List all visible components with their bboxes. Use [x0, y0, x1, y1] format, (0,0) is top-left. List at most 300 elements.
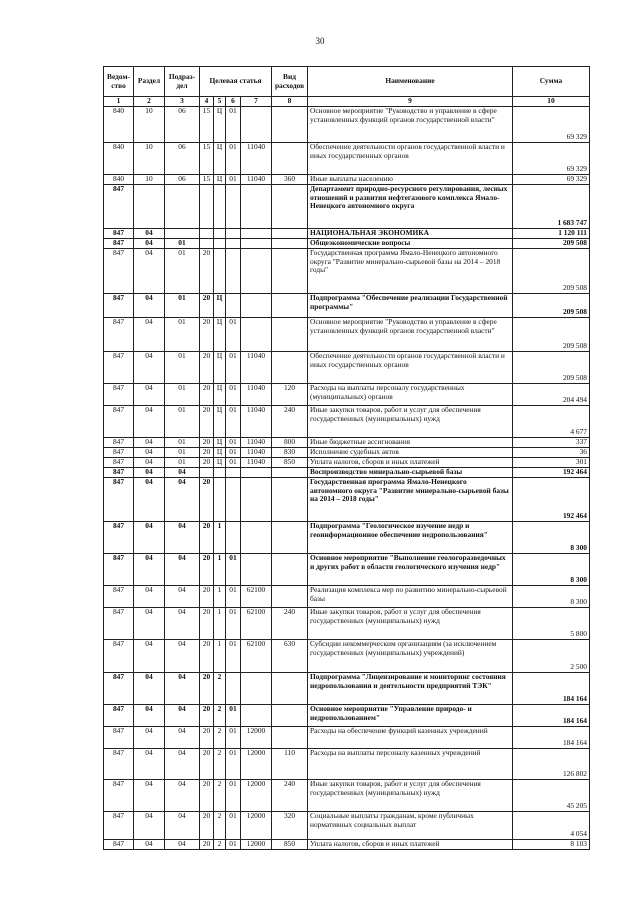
target-code-3-cell: 01: [226, 143, 241, 175]
podrazdel-cell: 01: [165, 318, 200, 352]
table-row: [104, 780, 590, 812]
target-code-3-cell: 01: [226, 175, 241, 185]
name-cell: Департамент природно-ресурсного регулирования, лесных отношений и развития нефтегазового комплекса Ямало-Ненецкого автономного округа: [308, 185, 513, 229]
expense-type-cell: [272, 229, 308, 239]
razdel-cell: 04: [134, 249, 165, 294]
column-number: 5: [214, 97, 226, 107]
vedomstvo-cell: 847: [104, 780, 134, 812]
vedomstvo-cell: 847: [104, 239, 134, 249]
amount-cell: 209 508: [513, 352, 590, 384]
expense-type-cell: [272, 468, 308, 478]
header-razdel: Раздел: [134, 67, 165, 97]
table-row: [104, 812, 590, 840]
target-code-1-cell: 20: [200, 352, 214, 384]
target-code-1-cell: 20: [200, 448, 214, 458]
table-row: [104, 458, 590, 468]
target-code-4-cell: 12000: [241, 749, 272, 780]
razdel-cell: 04: [134, 727, 165, 749]
target-code-3-cell: [226, 239, 241, 249]
vedomstvo-cell: 840: [104, 175, 134, 185]
expense-type-cell: [272, 318, 308, 352]
target-code-4-cell: [241, 229, 272, 239]
target-code-2-cell: Ц: [214, 175, 226, 185]
target-code-4-cell: [241, 468, 272, 478]
target-code-2-cell: 1: [214, 522, 226, 554]
amount-cell: 192 464: [513, 468, 590, 478]
table-row: [104, 586, 590, 608]
amount-cell: 8 300: [513, 554, 590, 586]
expense-type-cell: [272, 143, 308, 175]
target-code-2-cell: [214, 229, 226, 239]
vedomstvo-cell: 847: [104, 554, 134, 586]
podrazdel-cell: 04: [165, 812, 200, 840]
target-code-2-cell: Ц: [214, 458, 226, 468]
vedomstvo-cell: 847: [104, 448, 134, 458]
target-code-4-cell: 12000: [241, 840, 272, 850]
vedomstvo-cell: 847: [104, 438, 134, 448]
podrazdel-cell: 01: [165, 249, 200, 294]
podrazdel-cell: 04: [165, 705, 200, 727]
column-number: 9: [308, 97, 513, 107]
target-code-4-cell: [241, 107, 272, 143]
name-cell: Расходы на выплаты персоналу казенных учреждений: [308, 749, 513, 780]
target-code-1-cell: [200, 239, 214, 249]
target-code-4-cell: [241, 673, 272, 705]
podrazdel-cell: [165, 185, 200, 229]
target-code-1-cell: 20: [200, 608, 214, 640]
podrazdel-cell: 01: [165, 406, 200, 438]
name-cell: Основное мероприятие "Выполнение геологоразведочных и других работ в области геологического изучения недр": [308, 554, 513, 586]
name-cell: Иные закупки товаров, работ и услуг для обеспечения государственных (муниципальных) нужд: [308, 780, 513, 812]
vedomstvo-cell: 847: [104, 608, 134, 640]
table-row: [104, 107, 590, 143]
target-code-2-cell: [214, 468, 226, 478]
expense-type-cell: 110: [272, 749, 308, 780]
name-cell: Подпрограмма "Лицензирование и мониторинг состояния недропользования и деятельности предприятий ТЭК": [308, 673, 513, 705]
razdel-cell: 04: [134, 448, 165, 458]
target-code-2-cell: Ц: [214, 107, 226, 143]
name-cell: Основное мероприятие "Управление природо- и недропользованием": [308, 705, 513, 727]
column-number: 3: [165, 97, 200, 107]
amount-cell: 1 683 747: [513, 185, 590, 229]
column-number: 4: [200, 97, 214, 107]
target-code-4-cell: 11040: [241, 175, 272, 185]
amount-cell: 69 329: [513, 143, 590, 175]
amount-cell: 69 329: [513, 107, 590, 143]
razdel-cell: 10: [134, 143, 165, 175]
target-code-1-cell: 15: [200, 175, 214, 185]
column-number: 8: [272, 97, 308, 107]
podrazdel-cell: 04: [165, 640, 200, 673]
target-code-2-cell: 2: [214, 727, 226, 749]
target-code-4-cell: 11040: [241, 448, 272, 458]
target-code-3-cell: 01: [226, 458, 241, 468]
target-code-3-cell: 01: [226, 406, 241, 438]
target-code-4-cell: 62100: [241, 586, 272, 608]
name-cell: Обеспечение деятельности органов государственной власти и иных государственных органов: [308, 143, 513, 175]
target-code-4-cell: [241, 239, 272, 249]
column-number: 10: [513, 97, 590, 107]
razdel-cell: 04: [134, 458, 165, 468]
name-cell: НАЦИОНАЛЬНАЯ ЭКОНОМИКА: [308, 229, 513, 239]
target-code-2-cell: 2: [214, 812, 226, 840]
amount-cell: 126 802: [513, 749, 590, 780]
razdel-cell: 04: [134, 640, 165, 673]
target-code-2-cell: 1: [214, 608, 226, 640]
expense-type-cell: 320: [272, 812, 308, 840]
razdel-cell: 04: [134, 522, 165, 554]
target-code-4-cell: 12000: [241, 812, 272, 840]
name-cell: Обеспечение деятельности органов государственной власти и иных государственных органов: [308, 352, 513, 384]
header-vid-raskhodov: Вид расходов: [272, 67, 308, 97]
target-code-2-cell: Ц: [214, 143, 226, 175]
vedomstvo-cell: 847: [104, 840, 134, 850]
razdel-cell: 04: [134, 229, 165, 239]
name-cell: Субсидии некоммерческим организациям (за исключением государственных (муниципальных) учреждений): [308, 640, 513, 673]
podrazdel-cell: 04: [165, 468, 200, 478]
razdel-cell: 04: [134, 239, 165, 249]
target-code-3-cell: 01: [226, 384, 241, 406]
target-code-2-cell: Ц: [214, 384, 226, 406]
table-row: [104, 673, 590, 705]
expense-type-cell: 850: [272, 840, 308, 850]
amount-cell: 8 103: [513, 840, 590, 850]
budget-table: [103, 66, 590, 850]
vedomstvo-cell: 847: [104, 229, 134, 239]
name-cell: Основное мероприятие "Руководство и управление в сфере установленных функций органов государственной власти": [308, 107, 513, 143]
name-cell: Социальные выплаты гражданам, кроме публичных нормативных социальных выплат: [308, 812, 513, 840]
podrazdel-cell: 06: [165, 143, 200, 175]
name-cell: Исполнение судебных актов: [308, 448, 513, 458]
target-code-3-cell: 01: [226, 812, 241, 840]
name-cell: Подпрограмма "Обеспечение реализации Государственной программы": [308, 294, 513, 318]
table-row: [104, 554, 590, 586]
table-row: [104, 840, 590, 850]
table-row: [104, 448, 590, 458]
podrazdel-cell: 01: [165, 239, 200, 249]
podrazdel-cell: 06: [165, 175, 200, 185]
razdel-cell: 04: [134, 406, 165, 438]
razdel-cell: 04: [134, 608, 165, 640]
name-cell: Иные закупки товаров, работ и услуг для обеспечения государственных (муниципальных) нужд: [308, 608, 513, 640]
podrazdel-cell: 04: [165, 727, 200, 749]
table-row: [104, 438, 590, 448]
expense-type-cell: 800: [272, 438, 308, 448]
amount-cell: 204 494: [513, 384, 590, 406]
target-code-1-cell: 20: [200, 384, 214, 406]
target-code-1-cell: [200, 468, 214, 478]
header-celevaya-statya: Целевая статья: [200, 67, 272, 97]
amount-cell: 45 205: [513, 780, 590, 812]
table-row: [104, 318, 590, 352]
expense-type-cell: [272, 239, 308, 249]
vedomstvo-cell: 847: [104, 478, 134, 522]
target-code-1-cell: 20: [200, 705, 214, 727]
target-code-1-cell: 20: [200, 478, 214, 522]
table-row: [104, 468, 590, 478]
expense-type-cell: 240: [272, 406, 308, 438]
expense-type-cell: [272, 352, 308, 384]
razdel-cell: 04: [134, 318, 165, 352]
vedomstvo-cell: 847: [104, 185, 134, 229]
podrazdel-cell: 04: [165, 780, 200, 812]
podrazdel-cell: 04: [165, 673, 200, 705]
razdel-cell: 04: [134, 352, 165, 384]
name-cell: Воспроизводство минерально-сырьевой базы: [308, 468, 513, 478]
expense-type-cell: 360: [272, 175, 308, 185]
expense-type-cell: 120: [272, 384, 308, 406]
expense-type-cell: [272, 586, 308, 608]
table-row: [104, 143, 590, 175]
razdel-cell: [134, 185, 165, 229]
target-code-3-cell: [226, 478, 241, 522]
target-code-1-cell: 20: [200, 586, 214, 608]
target-code-4-cell: 62100: [241, 608, 272, 640]
amount-cell: 184 164: [513, 727, 590, 749]
amount-cell: 36: [513, 448, 590, 458]
table-row: [104, 406, 590, 438]
podrazdel-cell: 04: [165, 749, 200, 780]
podrazdel-cell: 04: [165, 840, 200, 850]
target-code-4-cell: 11040: [241, 438, 272, 448]
target-code-3-cell: 01: [226, 705, 241, 727]
target-code-1-cell: [200, 185, 214, 229]
name-cell: Уплата налогов, сборов и иных платежей: [308, 840, 513, 850]
target-code-3-cell: 01: [226, 608, 241, 640]
target-code-2-cell: Ц: [214, 318, 226, 352]
podrazdel-cell: 01: [165, 458, 200, 468]
target-code-2-cell: 1: [214, 640, 226, 673]
podrazdel-cell: 06: [165, 107, 200, 143]
target-code-4-cell: 11040: [241, 406, 272, 438]
podrazdel-cell: 04: [165, 522, 200, 554]
expense-type-cell: 240: [272, 780, 308, 812]
vedomstvo-cell: 847: [104, 727, 134, 749]
column-number: 2: [134, 97, 165, 107]
target-code-4-cell: [241, 705, 272, 727]
target-code-3-cell: 01: [226, 840, 241, 850]
amount-cell: 209 508: [513, 239, 590, 249]
target-code-2-cell: 1: [214, 554, 226, 586]
vedomstvo-cell: 847: [104, 294, 134, 318]
expense-type-cell: [272, 185, 308, 229]
name-cell: Иные выплаты населению: [308, 175, 513, 185]
amount-cell: 184 164: [513, 705, 590, 727]
target-code-3-cell: 01: [226, 749, 241, 780]
podrazdel-cell: 04: [165, 586, 200, 608]
razdel-cell: 04: [134, 586, 165, 608]
amount-cell: 184 164: [513, 673, 590, 705]
target-code-2-cell: Ц: [214, 438, 226, 448]
target-code-1-cell: 20: [200, 318, 214, 352]
table-row: [104, 185, 590, 229]
expense-type-cell: [272, 705, 308, 727]
target-code-3-cell: 01: [226, 352, 241, 384]
podrazdel-cell: 01: [165, 352, 200, 384]
target-code-2-cell: Ц: [214, 294, 226, 318]
razdel-cell: 04: [134, 478, 165, 522]
table-row: [104, 727, 590, 749]
target-code-4-cell: [241, 522, 272, 554]
amount-cell: 209 508: [513, 294, 590, 318]
name-cell: Реализация комплекса мер по развитию минерально-сырьевой базы: [308, 586, 513, 608]
target-code-4-cell: 11040: [241, 458, 272, 468]
razdel-cell: 04: [134, 294, 165, 318]
table-row: [104, 705, 590, 727]
target-code-4-cell: [241, 294, 272, 318]
name-cell: Иные закупки товаров, работ и услуг для обеспечения государственных (муниципальных) нужд: [308, 406, 513, 438]
target-code-1-cell: 20: [200, 640, 214, 673]
razdel-cell: 04: [134, 812, 165, 840]
target-code-2-cell: 2: [214, 749, 226, 780]
podrazdel-cell: [165, 229, 200, 239]
target-code-4-cell: 62100: [241, 640, 272, 673]
amount-cell: 209 508: [513, 249, 590, 294]
target-code-3-cell: 01: [226, 586, 241, 608]
target-code-3-cell: 01: [226, 107, 241, 143]
target-code-3-cell: 01: [226, 448, 241, 458]
target-code-1-cell: 20: [200, 522, 214, 554]
name-cell: Расходы на выплаты персоналу государственных (муниципальных) органов: [308, 384, 513, 406]
expense-type-cell: [272, 727, 308, 749]
table-row: [104, 608, 590, 640]
target-code-3-cell: [226, 522, 241, 554]
razdel-cell: 04: [134, 705, 165, 727]
table-row: [104, 478, 590, 522]
target-code-3-cell: 01: [226, 438, 241, 448]
target-code-3-cell: 01: [226, 727, 241, 749]
name-cell: Иные бюджетные ассигнования: [308, 438, 513, 448]
target-code-2-cell: [214, 185, 226, 229]
razdel-cell: 04: [134, 780, 165, 812]
target-code-2-cell: [214, 239, 226, 249]
target-code-4-cell: [241, 554, 272, 586]
target-code-1-cell: 20: [200, 294, 214, 318]
table-row: [104, 229, 590, 239]
podrazdel-cell: 01: [165, 448, 200, 458]
target-code-1-cell: 20: [200, 840, 214, 850]
razdel-cell: 04: [134, 554, 165, 586]
target-code-1-cell: 20: [200, 249, 214, 294]
amount-cell: 4 677: [513, 406, 590, 438]
name-cell: Общеэкономические вопросы: [308, 239, 513, 249]
amount-cell: 209 508: [513, 318, 590, 352]
vedomstvo-cell: 847: [104, 352, 134, 384]
header-naimenovanie: Наименование: [308, 67, 513, 97]
table-body: [104, 107, 590, 850]
target-code-1-cell: [200, 229, 214, 239]
target-code-1-cell: 20: [200, 673, 214, 705]
target-code-2-cell: 2: [214, 705, 226, 727]
name-cell: Уплата налогов, сборов и иных платежей: [308, 458, 513, 468]
name-cell: Основное мероприятие "Руководство и управление в сфере установленных функций органов государственной власти": [308, 318, 513, 352]
target-code-2-cell: Ц: [214, 406, 226, 438]
vedomstvo-cell: 840: [104, 107, 134, 143]
expense-type-cell: [272, 107, 308, 143]
razdel-cell: 04: [134, 673, 165, 705]
razdel-cell: 04: [134, 468, 165, 478]
table-row: [104, 175, 590, 185]
vedomstvo-cell: 847: [104, 749, 134, 780]
vedomstvo-cell: 847: [104, 458, 134, 468]
expense-type-cell: [272, 554, 308, 586]
vedomstvo-cell: 847: [104, 586, 134, 608]
expense-type-cell: [272, 673, 308, 705]
target-code-2-cell: Ц: [214, 352, 226, 384]
target-code-1-cell: 20: [200, 458, 214, 468]
table-row: [104, 749, 590, 780]
table-row: [104, 522, 590, 554]
target-code-3-cell: 01: [226, 780, 241, 812]
expense-type-cell: 240: [272, 608, 308, 640]
vedomstvo-cell: 847: [104, 522, 134, 554]
expense-type-cell: [272, 522, 308, 554]
table-row: [104, 352, 590, 384]
header-podrazdel: Подраз-дел: [165, 67, 200, 97]
target-code-2-cell: 1: [214, 586, 226, 608]
table-row: [104, 384, 590, 406]
target-code-4-cell: 11040: [241, 143, 272, 175]
table-row: [104, 294, 590, 318]
expense-type-cell: [272, 478, 308, 522]
amount-cell: 1 120 111: [513, 229, 590, 239]
podrazdel-cell: 04: [165, 554, 200, 586]
page-number: 30: [315, 36, 325, 46]
target-code-4-cell: [241, 185, 272, 229]
target-code-1-cell: 20: [200, 554, 214, 586]
vedomstvo-cell: 847: [104, 249, 134, 294]
target-code-4-cell: 12000: [241, 780, 272, 812]
target-code-2-cell: [214, 478, 226, 522]
razdel-cell: 04: [134, 438, 165, 448]
vedomstvo-cell: 847: [104, 705, 134, 727]
expense-type-cell: 630: [272, 640, 308, 673]
podrazdel-cell: 01: [165, 438, 200, 448]
target-code-3-cell: [226, 185, 241, 229]
target-code-3-cell: 01: [226, 640, 241, 673]
target-code-1-cell: 20: [200, 812, 214, 840]
column-number: 1: [104, 97, 134, 107]
target-code-2-cell: 2: [214, 840, 226, 850]
column-number: 7: [241, 97, 272, 107]
table-row: [104, 640, 590, 673]
vedomstvo-cell: 840: [104, 143, 134, 175]
amount-cell: 69 329: [513, 175, 590, 185]
target-code-1-cell: 15: [200, 107, 214, 143]
target-code-3-cell: [226, 249, 241, 294]
podrazdel-cell: 01: [165, 294, 200, 318]
target-code-1-cell: 20: [200, 438, 214, 448]
column-number: 6: [226, 97, 241, 107]
target-code-4-cell: [241, 318, 272, 352]
target-code-1-cell: 20: [200, 406, 214, 438]
target-code-4-cell: 11040: [241, 384, 272, 406]
target-code-4-cell: 11040: [241, 352, 272, 384]
razdel-cell: 10: [134, 175, 165, 185]
razdel-cell: 10: [134, 107, 165, 143]
target-code-3-cell: [226, 468, 241, 478]
podrazdel-cell: 01: [165, 384, 200, 406]
razdel-cell: 04: [134, 384, 165, 406]
target-code-3-cell: 01: [226, 554, 241, 586]
amount-cell: 5 800: [513, 608, 590, 640]
target-code-3-cell: 01: [226, 318, 241, 352]
target-code-4-cell: [241, 478, 272, 522]
target-code-2-cell: 2: [214, 673, 226, 705]
table-row: [104, 249, 590, 294]
target-code-1-cell: 15: [200, 143, 214, 175]
amount-cell: 192 464: [513, 478, 590, 522]
